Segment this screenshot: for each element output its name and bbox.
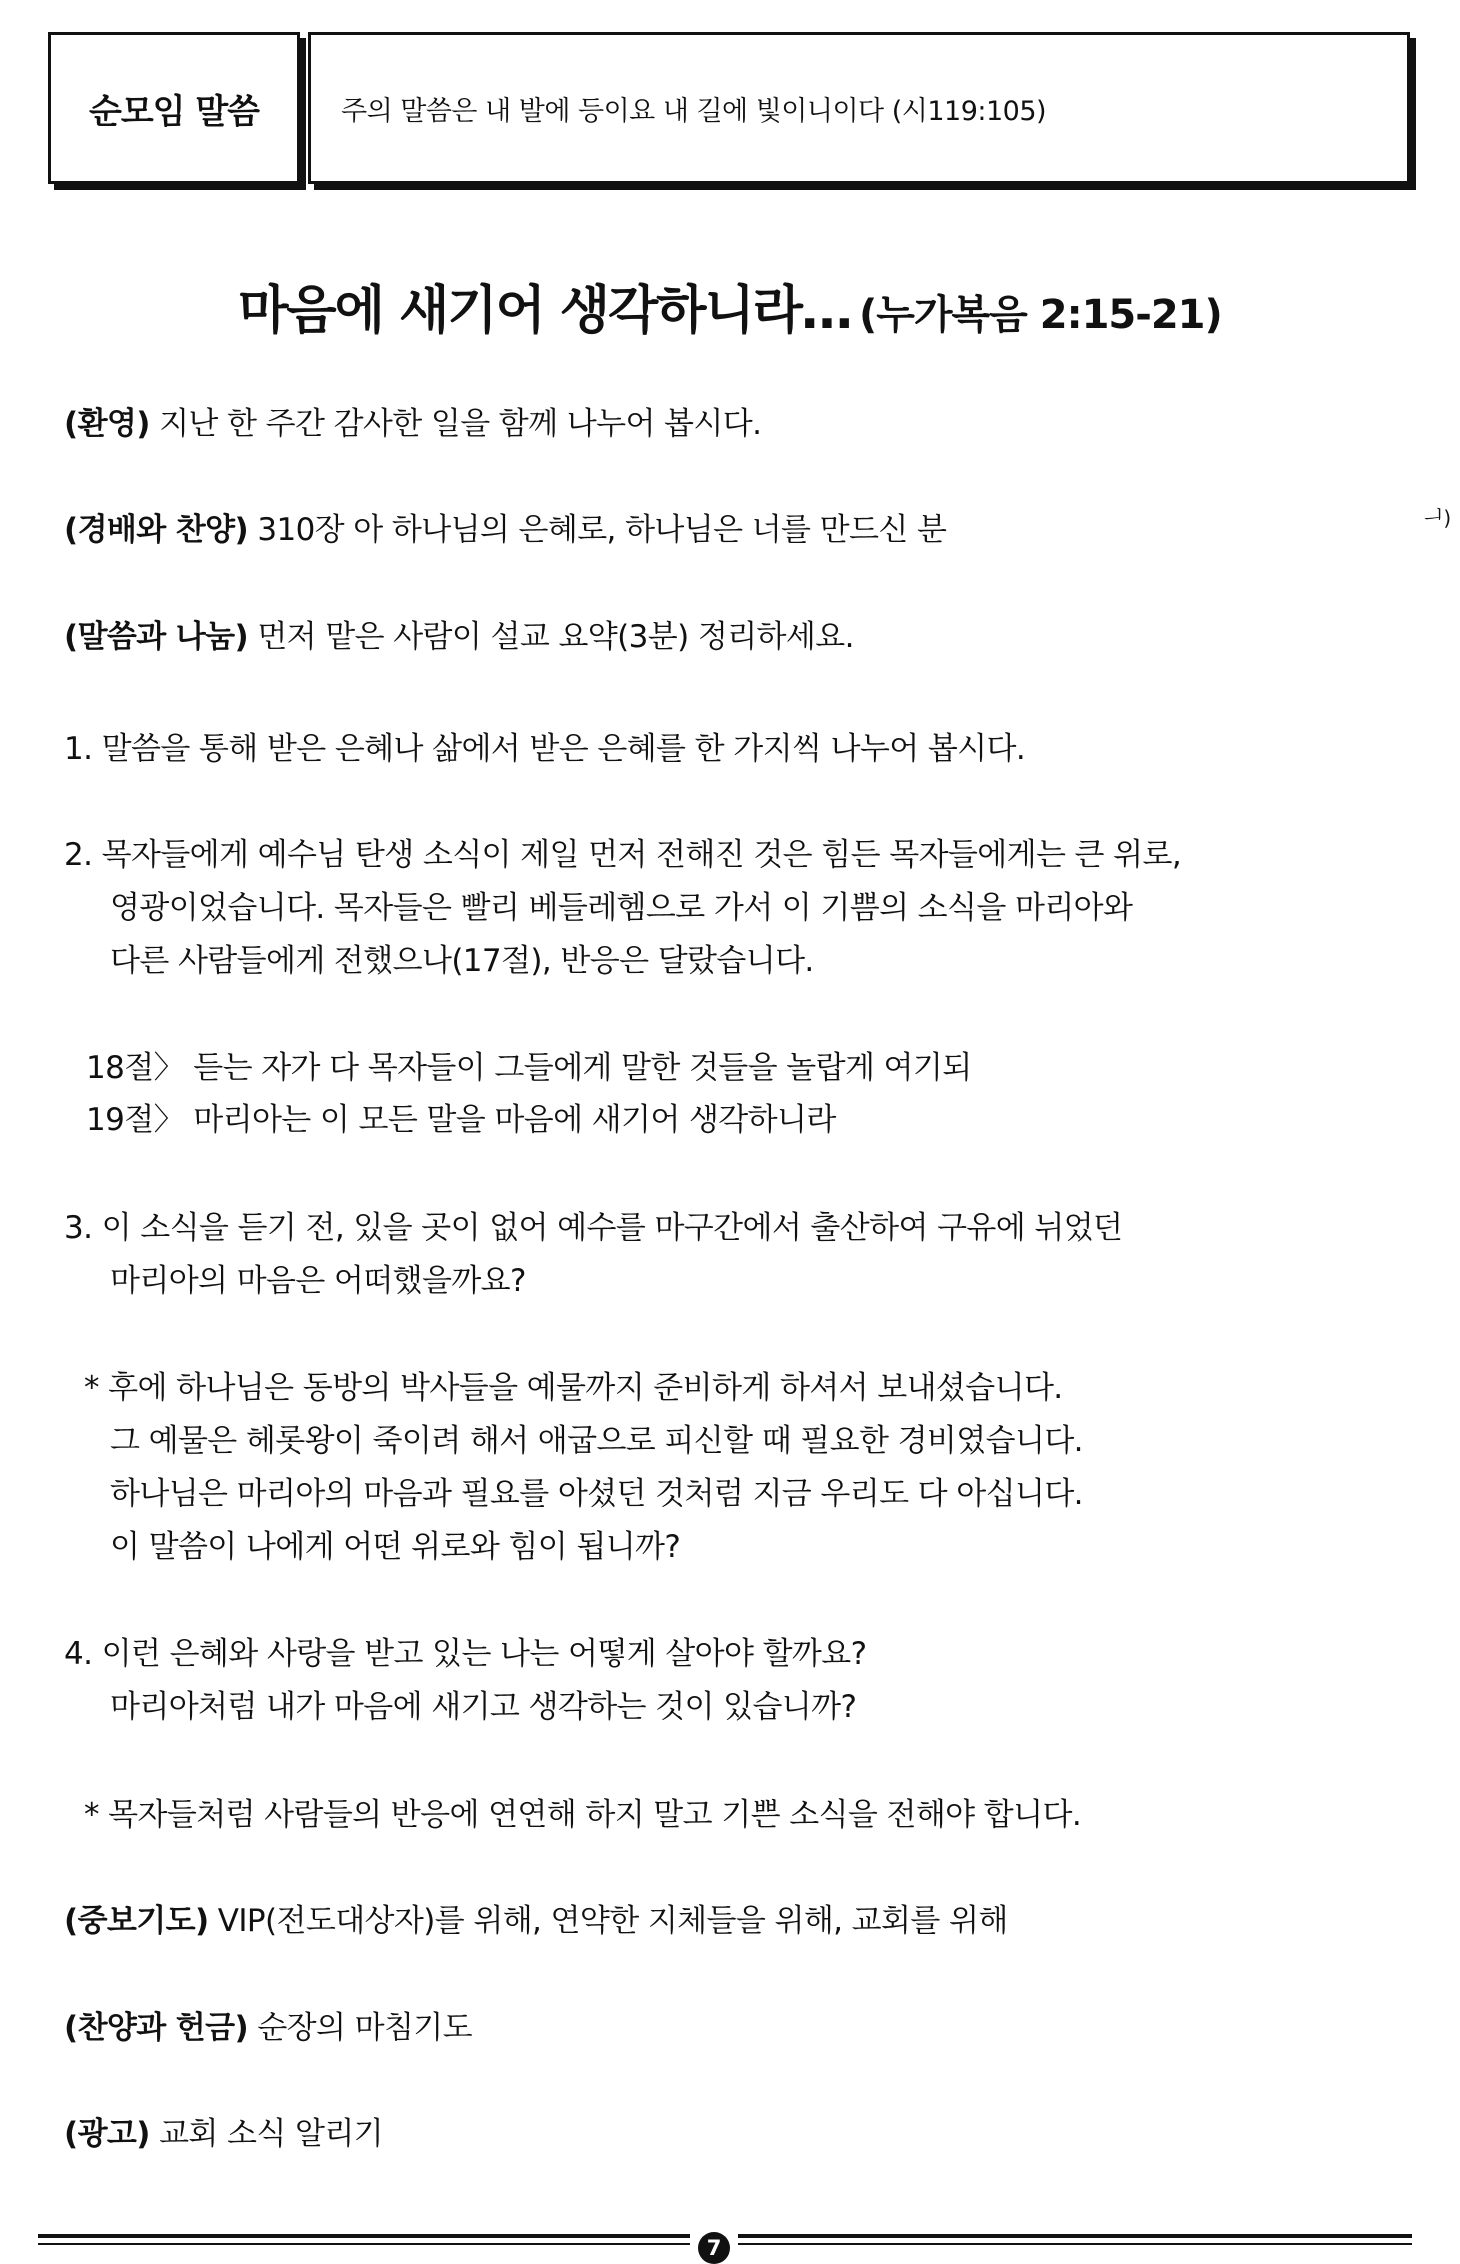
note-1-line-2: 그 예물은 헤롯왕이 죽이려 해서 애굽으로 피신할 때 필요한 경비였습니다. — [110, 1423, 1083, 1459]
offering-text: 순장의 마침기도 — [248, 2010, 472, 2046]
question-1: 1. 말씀을 통해 받은 은혜나 삶에서 받은 은혜를 한 가지씩 나누어 봅시다. — [64, 731, 1026, 767]
prayer-label: (중보기도) — [64, 1903, 209, 1939]
worship-label: (경배와 찬양) — [64, 512, 249, 548]
worship-text: 310장 아 하나님의 은혜로, 하나님은 너를 만드신 분 — [248, 512, 947, 548]
section-word — [64, 617, 854, 657]
verse-19: 19절〉 마리아는 이 모든 말을 마음에 새기어 생각하니라 — [86, 1102, 836, 1138]
prayer-text: VIP(전도대상자)를 위해, 연약한 지체들을 위해, 교회를 위해 — [208, 1903, 1008, 1939]
note-1-line-1: * 후에 하나님은 동방의 박사들을 예물까지 준비하게 하셔서 보내셨습니다. — [84, 1370, 1063, 1406]
question-2-line-1: 2. 목자들에게 예수님 탄생 소식이 제일 먼저 전해진 것은 힘든 목자들에게는 큰 위로, — [64, 837, 1182, 873]
section-welcome — [64, 404, 761, 444]
question-3-line-1: 3. 이 소식을 듣기 전, 있을 곳이 없어 예수를 마구간에서 출산하여 구유에 뉘었던 — [64, 1210, 1123, 1246]
question-3-line-2: 마리아의 마음은 어떠했을까요? — [110, 1263, 526, 1299]
header-label-box — [48, 32, 300, 184]
header-verse: 주의 말씀은 내 발에 등이요 내 길에 빛이니이다 (시119:105) — [341, 95, 1047, 127]
notice-text: 교회 소식 알리기 — [149, 2116, 384, 2152]
section-prayer — [64, 1901, 1008, 1941]
question-2-line-2: 영광이었습니다. 목자들은 빨리 베들레헴으로 가서 이 기쁨의 소식을 마리아와 — [110, 890, 1133, 926]
footer-rule-left-thick — [38, 2234, 690, 2238]
side-mark: ᅴ) — [1424, 506, 1452, 530]
welcome-label: (환영) — [64, 406, 150, 442]
title-main: 마음에 새기어 생각하니라… — [238, 281, 851, 341]
footer-rule-right-thin — [738, 2243, 1412, 2245]
notice-label: (광고) — [64, 2116, 150, 2152]
footer-rule-left-thin — [38, 2243, 690, 2245]
footer-rule-right-thick — [738, 2234, 1412, 2238]
note-2: * 목자들처럼 사람들의 반응에 연연해 하지 말고 기쁜 소식을 전해야 합니다. — [84, 1797, 1082, 1833]
section-offering — [64, 2008, 472, 2048]
header-label: 순모임 말씀 — [88, 91, 260, 132]
question-2-line-3: 다른 사람들에게 전했으나(17절), 반응은 달랐습니다. — [110, 943, 814, 979]
offering-label: (찬양과 헌금) — [64, 2010, 249, 2046]
verse-18: 18절〉 듣는 자가 다 목자들이 그들에게 말한 것들을 놀랍게 여기되 — [86, 1050, 972, 1086]
title-reference: (누가복음 2:15-21) — [858, 292, 1222, 338]
header-verse-box — [308, 32, 1410, 184]
word-text: 먼저 맡은 사람이 설교 요약(3분) 정리하세요. — [248, 619, 854, 655]
question-4-line-1: 4. 이런 은혜와 사랑을 받고 있는 나는 어떻게 살아야 할까요? — [64, 1636, 867, 1672]
word-label: (말씀과 나눔) — [64, 619, 249, 655]
page-number: 7 — [698, 2232, 730, 2264]
note-1-line-3: 하나님은 마리아의 마음과 필요를 아셨던 것처럼 지금 우리도 다 아십니다. — [110, 1476, 1083, 1512]
section-notice — [64, 2114, 383, 2154]
welcome-text: 지난 한 주간 감사한 일을 함께 나누어 봅시다. — [149, 406, 762, 442]
section-worship — [64, 510, 946, 550]
question-4-line-2: 마리아처럼 내가 마음에 새기고 생각하는 것이 있습니까? — [110, 1689, 857, 1725]
page-title — [0, 268, 1460, 343]
note-1-line-4: 이 말씀이 나에게 어떤 위로와 힘이 됩니까? — [110, 1529, 681, 1565]
